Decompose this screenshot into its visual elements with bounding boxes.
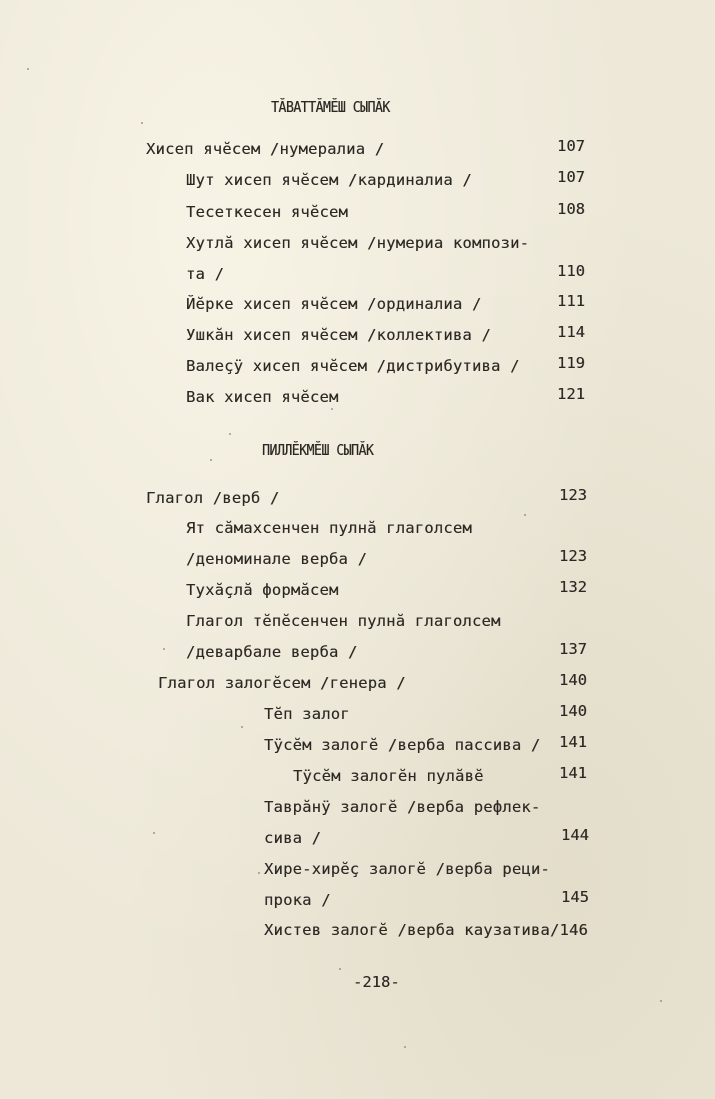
toc-entry: Тÿсĕм залогĕ /верба пассива /	[264, 736, 541, 754]
toc-entry: Тĕп залог	[264, 705, 350, 723]
toc-entry: Тÿсĕм залогĕн пулăвĕ	[293, 767, 484, 785]
paper-speck	[241, 726, 243, 728]
toc-entry: /деноминале верба /	[186, 550, 368, 568]
toc-page-number: 123	[559, 547, 587, 565]
toc-entry: Хире-хирĕç залогĕ /верба реци-	[264, 860, 550, 878]
toc-entry: прока /	[264, 891, 331, 909]
section-heading: ПИЛЛĔКМĔШ СЫПĂК	[262, 441, 374, 459]
toc-entry: Глагол тĕпĕсенчен пулнă глаголсем	[186, 612, 501, 630]
toc-entry: Вак хисеп ячĕсем	[186, 388, 339, 406]
toc-entry: Таврăнÿ залогĕ /верба рефлек-	[264, 798, 541, 816]
toc-page-number: 108	[557, 200, 585, 218]
section-heading: ТĂВАТТĂМĔШ СЫПĂК	[271, 98, 390, 116]
toc-page-number: 140	[559, 702, 587, 720]
toc-page-number: 119	[557, 354, 585, 372]
toc-page-number: 111	[557, 292, 585, 310]
toc-page-number: 144	[561, 826, 589, 844]
page-number: -218-	[353, 973, 400, 991]
toc-entry: Ушкăн хисеп ячĕсем /коллектива /	[186, 326, 492, 344]
toc-entry: Глагол залогĕсем /генера /	[158, 674, 406, 692]
paper-speck	[660, 1000, 662, 1002]
toc-page-number: 137	[559, 640, 587, 658]
toc-page-number: 123	[559, 486, 587, 504]
toc-entry: Хисеп ячĕсем /нумералиа /	[146, 140, 385, 158]
toc-page-number: 145	[561, 888, 589, 906]
toc-page-number: 107	[557, 168, 585, 186]
toc-page-number: 121	[557, 385, 585, 403]
toc-page-number: 140	[559, 671, 587, 689]
toc-entry: сива /	[264, 829, 322, 847]
toc-page-number: 132	[559, 578, 587, 596]
toc-entry: Хутлă хисеп ячĕсем /нумериа компози-	[186, 234, 530, 252]
toc-page-number: 110	[557, 262, 585, 280]
paper-speck	[404, 1046, 406, 1048]
toc-entry: Хистев залогĕ /верба каузатива/146	[264, 921, 589, 939]
paper-speck	[524, 514, 526, 516]
toc-entry: Шут хисеп ячĕсем /кардиналиа /	[186, 171, 472, 189]
paper-speck	[163, 648, 165, 650]
paper-speck	[153, 832, 155, 834]
paper-speck	[331, 408, 333, 410]
toc-page-number: 107	[557, 137, 585, 155]
toc-entry: /деварбале верба /	[186, 643, 358, 661]
toc-page-number: 141	[559, 733, 587, 751]
toc-page-number: 141	[559, 764, 587, 782]
paper-speck	[258, 872, 260, 874]
toc-entry: та /	[186, 265, 225, 283]
toc-entry: Глагол /верб /	[146, 489, 280, 507]
paper-speck	[339, 968, 341, 970]
paper-speck	[210, 459, 212, 461]
paper-speck	[141, 122, 143, 124]
toc-entry: Йĕрке хисеп ячĕсем /ординалиа /	[186, 295, 482, 313]
paper-speck	[27, 68, 29, 70]
toc-entry: Тесеткесен ячĕсем	[186, 203, 349, 221]
toc-entry: Тухăçлă формăсем	[186, 581, 339, 599]
toc-page-number: 114	[557, 323, 585, 341]
paper-speck	[229, 433, 231, 435]
toc-entry: Ят сăмахсенчен пулнă глаголсем	[186, 519, 472, 537]
toc-entry: Валеçÿ хисеп ячĕсем /дистрибутива /	[186, 357, 520, 375]
